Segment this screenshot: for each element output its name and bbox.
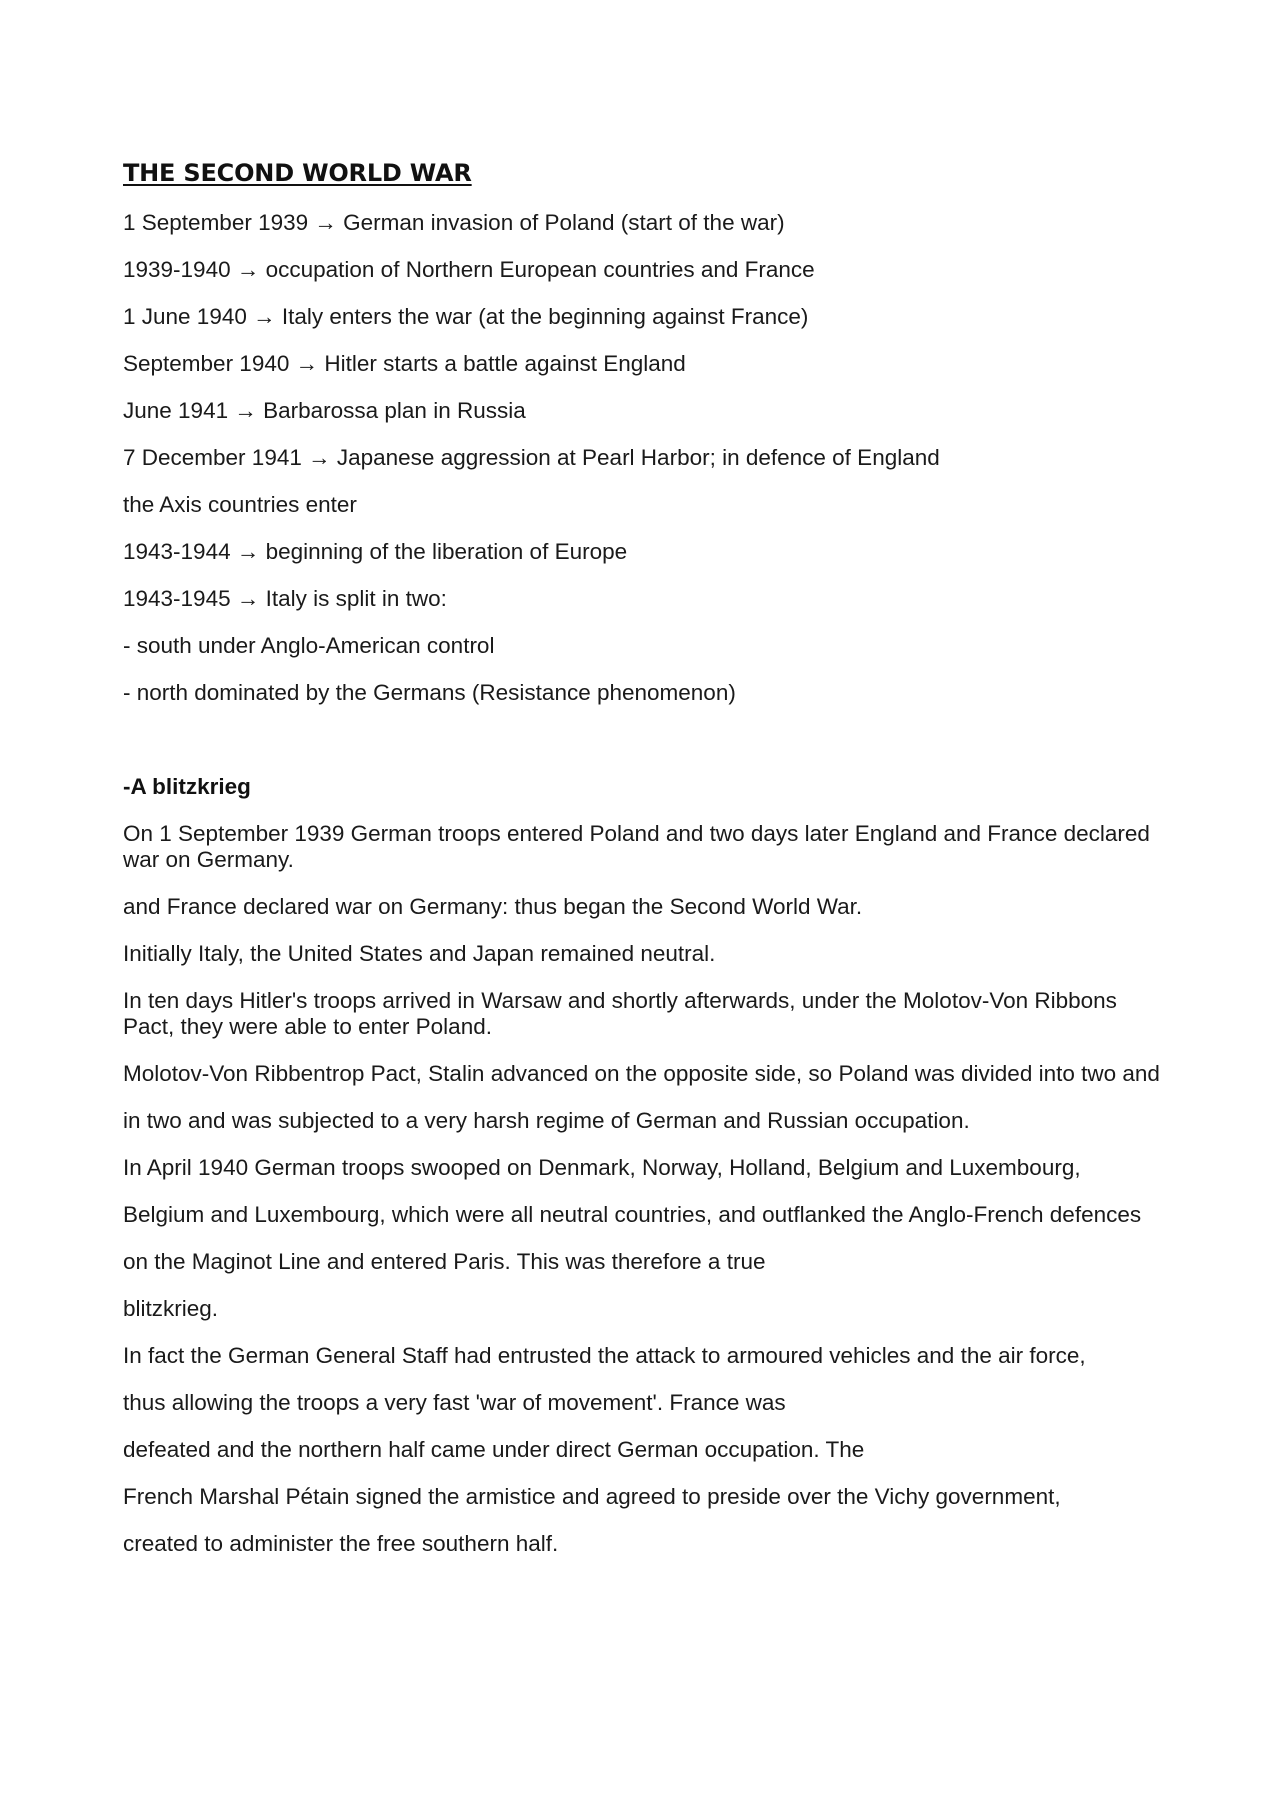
paragraph: created to administer the free southern half. bbox=[123, 1531, 559, 1556]
section-heading: -A blitzkrieg bbox=[123, 774, 251, 799]
paragraph: In fact the German General Staff had entrusted the attack to armoured vehicles and the air force, bbox=[123, 1343, 1086, 1368]
timeline-item: September 1940 → Hitler starts a battle against England bbox=[123, 351, 686, 376]
paragraph: blitzkrieg. bbox=[123, 1296, 219, 1321]
timeline-item: - south under Anglo-American control bbox=[123, 633, 495, 658]
paragraph: In April 1940 German troops swooped on Denmark, Norway, Holland, Belgium and Luxembourg, bbox=[123, 1155, 1081, 1180]
paragraph: On 1 September 1939 German troops entered Poland and two days later England and France declared war on Germany. bbox=[123, 821, 1150, 872]
paragraph: in two and was subjected to a very harsh regime of German and Russian occupation. bbox=[123, 1108, 970, 1133]
paragraph: Initially Italy, the United States and Japan remained neutral. bbox=[123, 941, 716, 966]
timeline-list bbox=[123, 210, 1163, 727]
section-body bbox=[123, 821, 1163, 1578]
paragraph: and France declared war on Germany: thus began the Second World War. bbox=[123, 894, 863, 919]
timeline-item: 1 June 1940 → Italy enters the war (at the beginning against France) bbox=[123, 304, 809, 329]
timeline-item: 7 December 1941 → Japanese aggression at Pearl Harbor; in defence of England bbox=[123, 445, 940, 470]
paragraph: thus allowing the troops a very fast 'war of movement'. France was bbox=[123, 1390, 786, 1415]
timeline-item: 1943-1945 → Italy is split in two: bbox=[123, 586, 447, 611]
timeline-item: 1939-1940 → occupation of Northern European countries and France bbox=[123, 257, 815, 282]
timeline-item: the Axis countries enter bbox=[123, 492, 357, 517]
timeline-item: 1943-1944 → beginning of the liberation of Europe bbox=[123, 539, 628, 564]
timeline-item: June 1941 → Barbarossa plan in Russia bbox=[123, 398, 526, 423]
timeline-item: - north dominated by the Germans (Resistance phenomenon) bbox=[123, 680, 736, 705]
document-title: THE SECOND WORLD WAR bbox=[123, 159, 472, 187]
paragraph: In ten days Hitler's troops arrived in Warsaw and shortly afterwards, under the Molotov-Von Ribbons Pact, they were able to enter Poland. bbox=[123, 988, 1117, 1039]
paragraph: on the Maginot Line and entered Paris. This was therefore a true bbox=[123, 1249, 766, 1274]
paragraph: French Marshal Pétain signed the armistice and agreed to preside over the Vichy government, bbox=[123, 1484, 1061, 1509]
paragraph: Belgium and Luxembourg, which were all neutral countries, and outflanked the Anglo-French defences bbox=[123, 1202, 1142, 1227]
paragraph: Molotov-Von Ribbentrop Pact, Stalin advanced on the opposite side, so Poland was divided into two and bbox=[123, 1061, 1160, 1086]
paragraph: defeated and the northern half came under direct German occupation. The bbox=[123, 1437, 865, 1462]
timeline-item: 1 September 1939 → German invasion of Poland (start of the war) bbox=[123, 210, 785, 235]
